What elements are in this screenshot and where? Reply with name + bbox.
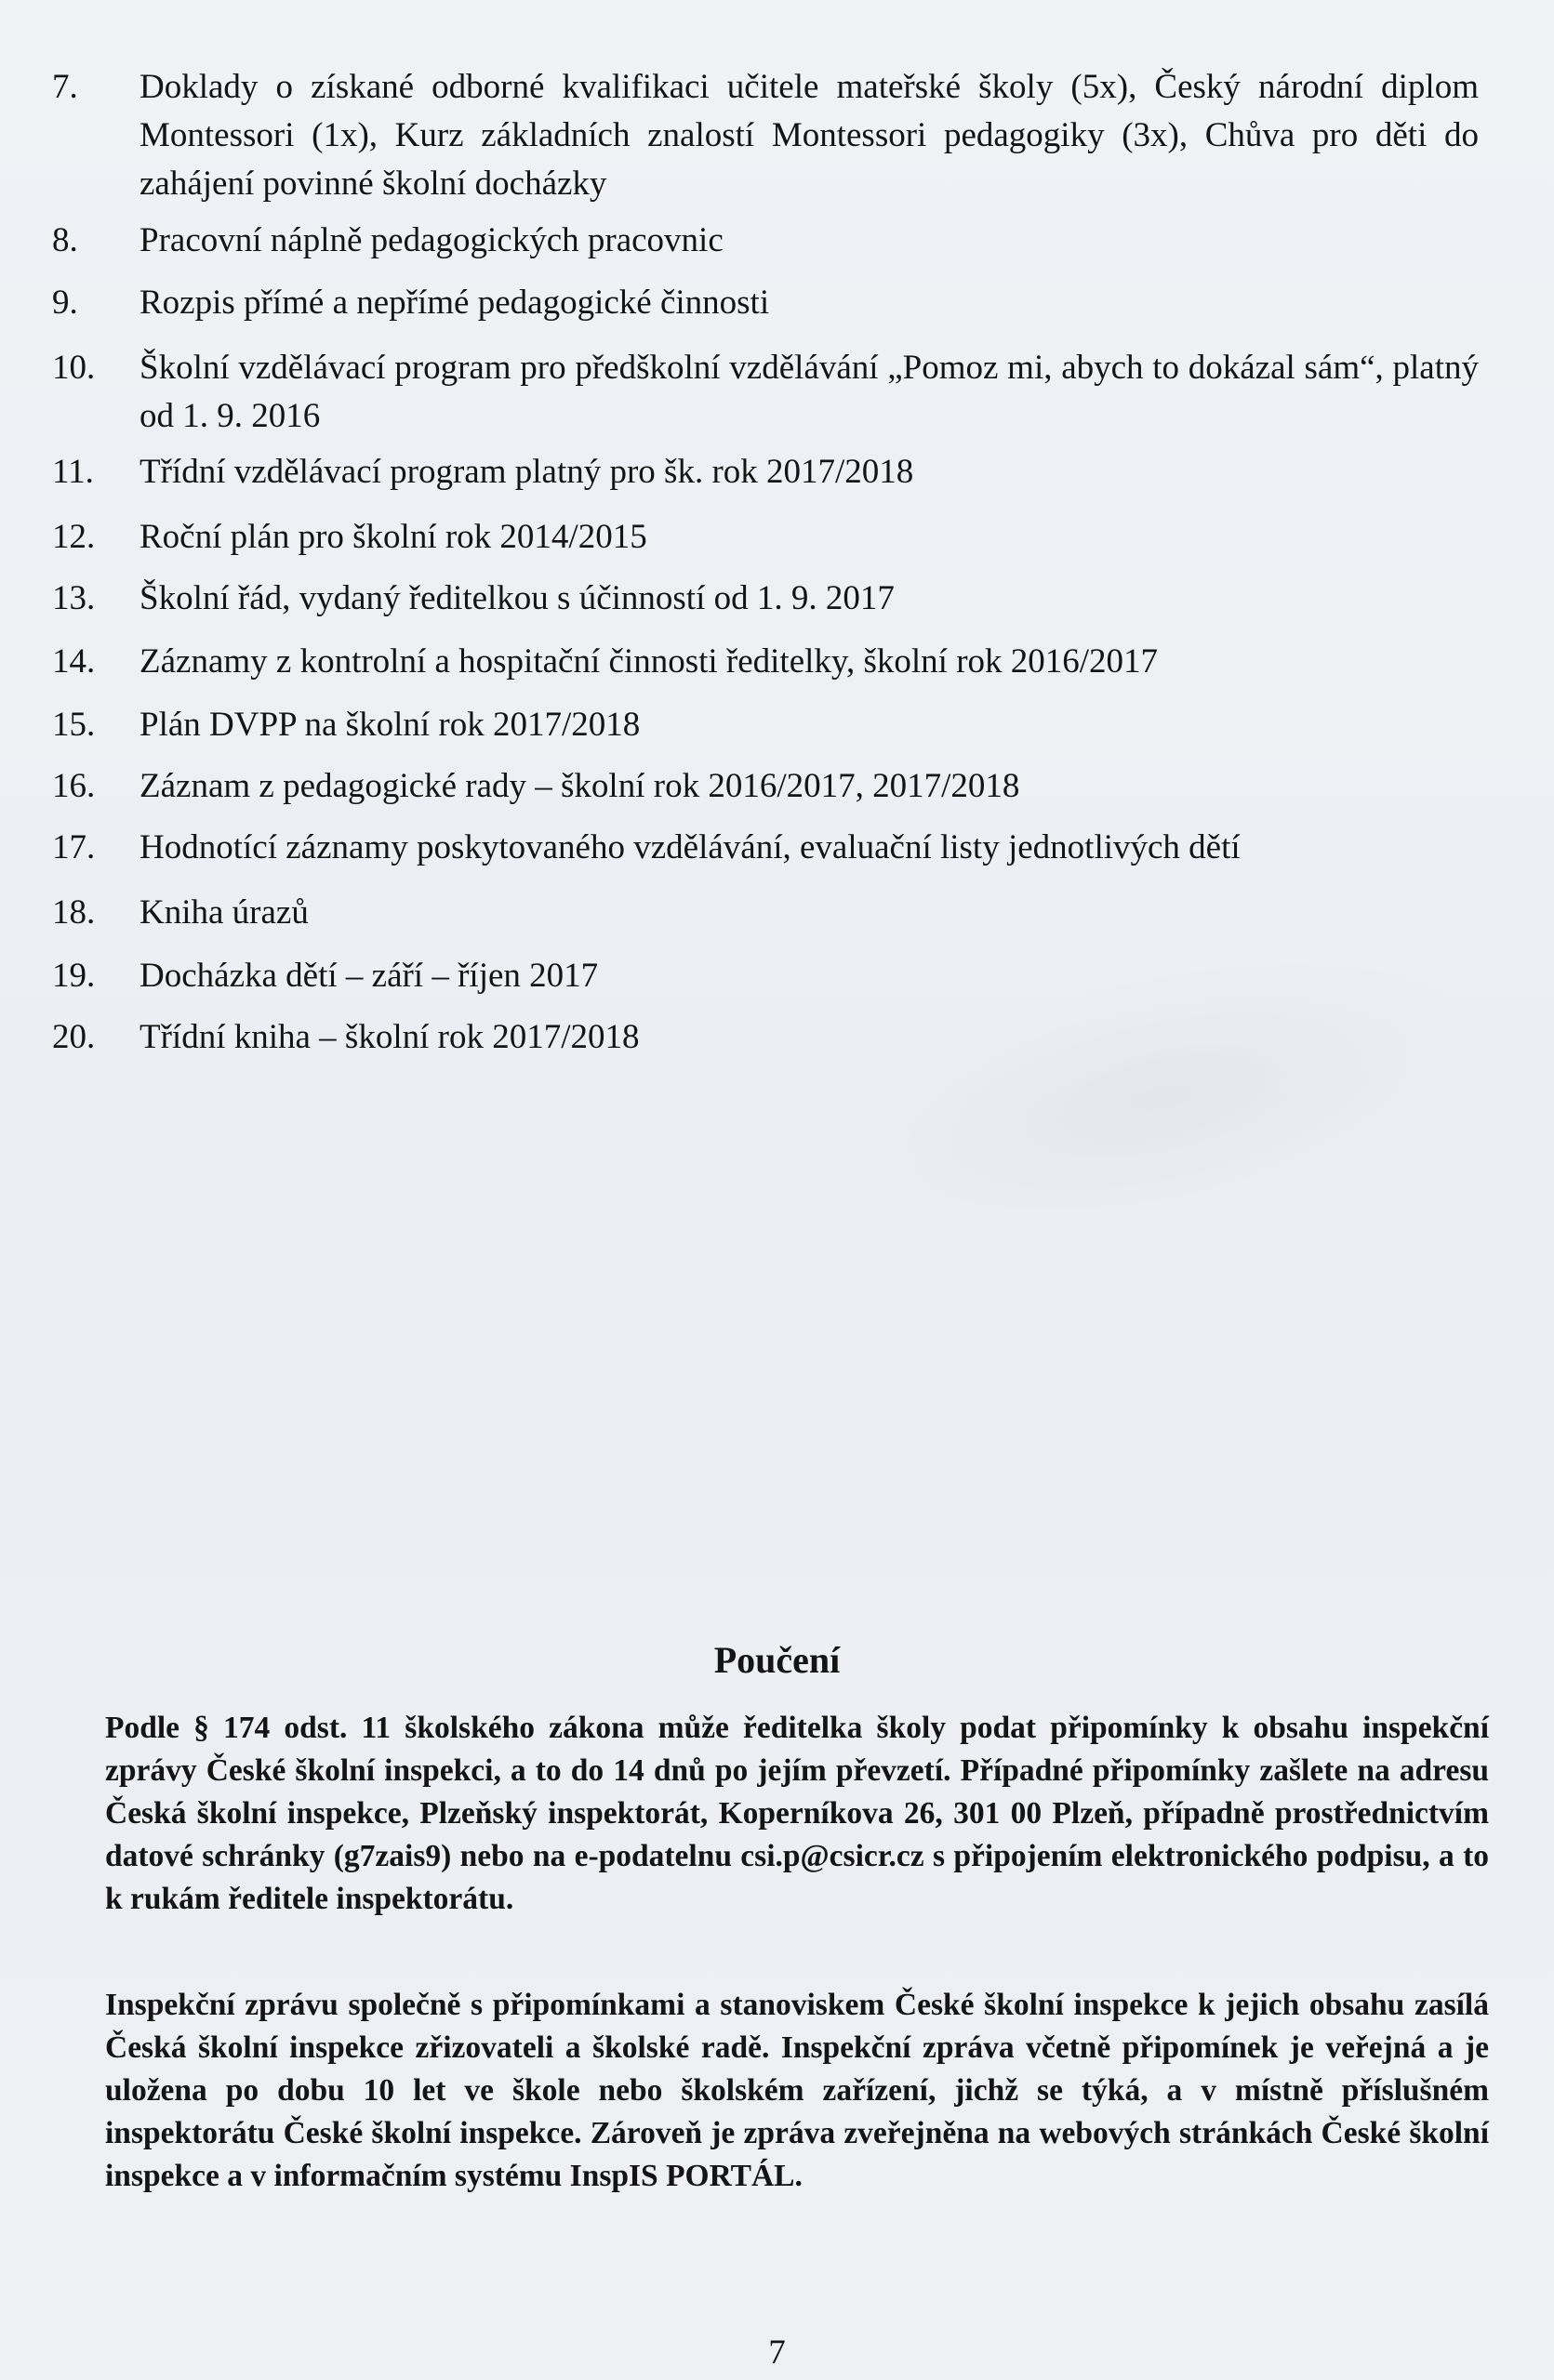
list-item-number: 20. <box>52 1018 96 1056</box>
list-item-number: 13. <box>52 579 96 617</box>
list-item-number: 11. <box>52 453 94 491</box>
list-item-number: 15. <box>52 706 96 744</box>
notice-paragraph-1: Podle § 174 odst. 11 školského zákona může ředitelka školy podat připomínky k obsahu inspekční zprávy České školní inspekci, a to do 14 dnů po jejím převzetí. Případné připomínky zašlete na adresu Česká školní inspekce, Plzeňský inspektorát, Koperníkova 26, 301 00 Plzeň, případně prostřednictvím datové schránky (g7zais9) nebo na e-podatelnu csi.p@csicr.cz s připojením elektronického podpisu, a to k rukám ředitele inspektorátu. <box>105 1711 1489 1916</box>
list-item-number: 16. <box>52 767 96 805</box>
list-item-text: Roční plán pro školní rok 2014/2015 <box>139 518 647 556</box>
list-item-text: Doklady o získané odborné kvalifikaci učitele mateřské školy (5x), Český národní diplom Montessori (1x), Kurz základních znalostí Montessori pedagogiky (3x), Chůva pro děti do zahájení povinné školní docházky <box>139 68 1479 203</box>
list-item-text: Záznam z pedagogické rady – školní rok 2016/2017, 2017/2018 <box>139 767 1020 805</box>
notice-paragraph-2: Inspekční zprávu společně s připomínkami a stanoviskem České školní inspekce k jejich obsahu zasílá Česká školní inspekce zřizovateli a školské radě. Inspekční zpráva včetně připomínek je veřejná a je uložena po dobu 10 let ve škole nebo školském zařízení, jichž se týká, a v místně příslušném inspektorátu České školní inspekce. Zároveň je zpráva zveřejněna na webových stránkách České školní inspekce a v informačním systému InspIS PORTÁL. <box>105 1988 1489 2193</box>
list-item-number: 19. <box>52 957 96 995</box>
page-number: 7 <box>768 2334 786 2372</box>
list-item-text: Kniha úrazů <box>139 893 309 932</box>
list-item-text: Docházka dětí – září – říjen 2017 <box>139 957 599 995</box>
list-item-text: Pracovní náplně pedagogických pracovnic <box>139 221 724 259</box>
list-item-text: Plán DVPP na školní rok 2017/2018 <box>139 706 641 744</box>
list-item-number: 18. <box>52 893 96 932</box>
list-item-number: 14. <box>52 642 96 681</box>
list-item-number: 7. <box>52 68 78 106</box>
list-item-text: Třídní vzdělávací program platný pro šk. rok 2017/2018 <box>139 453 914 491</box>
list-item-number: 8. <box>52 221 78 259</box>
list-item-text: Školní řád, vydaný ředitelkou s účinností od 1. 9. 2017 <box>139 579 895 617</box>
list-item-text: Hodnotící záznamy poskytovaného vzdělávání, evaluační listy jednotlivých dětí <box>139 828 1241 866</box>
list-item-text: Třídní kniha – školní rok 2017/2018 <box>139 1018 640 1056</box>
list-item-number: 10. <box>52 349 96 387</box>
list-item-number: 17. <box>52 828 96 866</box>
notice-heading: Poučení <box>713 1639 841 1681</box>
list-item-text: Školní vzdělávací program pro předškolní vzdělávání „Pomoz mi, abych to dokázal sám“, platný od 1. 9. 2016 <box>139 349 1479 435</box>
list-item-text: Záznamy z kontrolní a hospitační činnosti ředitelky, školní rok 2016/2017 <box>139 642 1159 681</box>
list-item-text: Rozpis přímé a nepřímé pedagogické činnosti <box>139 284 770 322</box>
list-item-number: 12. <box>52 518 96 556</box>
list-item-number: 9. <box>52 284 78 322</box>
